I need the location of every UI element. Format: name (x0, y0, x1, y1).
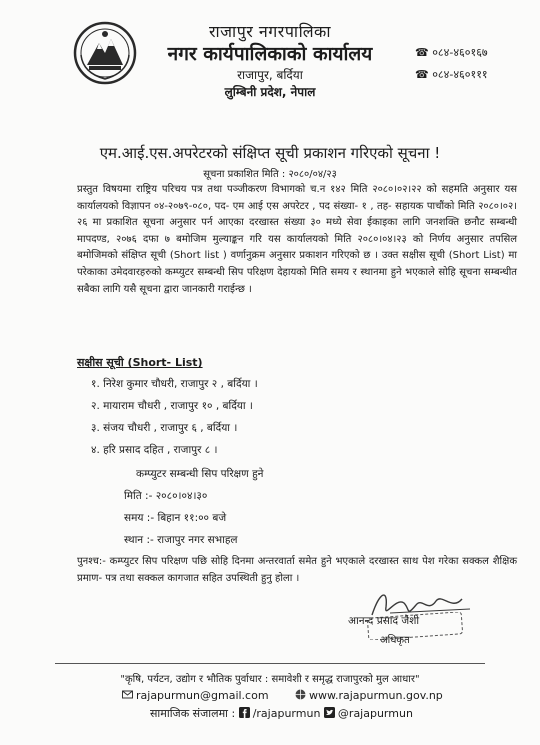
twitter-icon (324, 707, 335, 718)
shortlist (91, 373, 258, 461)
notice-date: सूचना प्रकाशित मिति : २०८०/०४/२३ (203, 169, 337, 180)
province-name: लुम्बिनी प्रदेश, नेपाल (224, 85, 316, 99)
notice-body: प्रस्तुत विषयमा राष्ट्रिय परिचय पत्र तथा पञ्जीकरण विभागको च.न १४२ मिति २०८०।०२।२२ को सहमति अनुसार यस कार्यालयको विज्ञापन ०४-२०७९-०८०, पद- एम आई एस अपरेटर , पद संख्या- १ , तह- सहायक पाचौंको मिति २०८०।०२।२६ मा प्रकाशित सूचना अनुसार पर्न आएका दरखास्त संख्या ३० मध्ये सेवा ईकाइका लागि जनशक्ति छनौट सम्बन्धी मापदण्ड, २०७६ दफा ७ बमोजिम मुल्याङ्कन गरि यस कार्यालयको मिति २०८०।०४।२३ को निर्णय अनुसार तपसिल बमोजिमको संक्षिप्त सूची (Short list ) वर्णानुक्रम अनुसार प्रकाशन गरिएको छ । उक्त सक्षीस सूची (Short List) मा परेकाका उमेदवारहरुको कम्प्युटर सम्बन्धी सिप परिक्षण देहायको मिति समय र स्थानमा हुने भएकाले सोहि सूचना सम्बन्धीत सबैका लागि यसै सूचना द्वारा जानकारी गराईन्छ । (77, 184, 517, 295)
shortlist-heading: सक्षीस सूची (Short- List) (77, 356, 203, 369)
signatory-name: आनन्द प्रसाद जैशी (348, 615, 420, 627)
footer-email (122, 689, 269, 702)
footer-website (295, 689, 443, 702)
signatory-title: अधिकृत (380, 635, 410, 646)
social-label: सामाजिक संजालमा : (150, 707, 236, 720)
facebook-icon (239, 707, 250, 718)
footer-motto: "कृषि, पर्यटन, उद्योग र भौतिक पुर्वाधार : समावेशी र समृद्ध राजापुरको मुल आधार" (120, 674, 420, 685)
municipality-name: राजापुर नगरपालिका (208, 22, 331, 41)
email-address[interactable]: rajapurmun@gmail.com (136, 689, 269, 702)
email-icon (122, 689, 133, 700)
facebook-handle[interactable]: /rajapurmun (252, 707, 321, 720)
footer-social (150, 706, 413, 721)
notice-title: एम.आई.एस.अपरेटरको संक्षिप्त सूची प्रकाशन गरिएको सूचना ! (99, 144, 441, 162)
test-title: कम्प्युटर सम्बन्धी सिप परिक्षण हुने (136, 468, 264, 480)
test-schedule (124, 463, 263, 551)
phone-number-1: ☎ ०८४-४६०१६७ (415, 46, 488, 59)
test-time: समय :- बिहान ११:०० बजे (124, 512, 227, 524)
office-address: राजापुर, बर्दिया (237, 68, 303, 82)
website-link[interactable]: www.rajapurmun.gov.np (309, 689, 443, 702)
list-item: ३. संजय चौधरी , राजापुर ६ , बर्दिया । (91, 422, 238, 434)
twitter-handle[interactable]: @rajapurmun (337, 707, 413, 720)
phone-number-2: ☎ ०८४-४६०१११ (415, 68, 488, 81)
list-item: १. निरेश कुमार चौधरी, राजापुर २ , बर्दिया । (91, 378, 258, 390)
footer-divider (55, 663, 485, 664)
list-item: ४. हरि प्रसाद दहित , राजापुर ८ । (91, 444, 218, 456)
list-item: २. मायाराम चौधरी , राजापुर १० , बर्दिया । (91, 400, 253, 412)
postscript-note: पुनश्च:- कम्प्युटर सिप परिक्षण पछि सोहि दिनमा अन्तरवार्ता समेत हुने भएकाले दरखास्त साथ पेश गरेका सक्कल शैक्षिक प्रमाण- पत्र तथा सक्कल कागजात सहित उपस्थिती हुनु होला । (77, 556, 517, 584)
globe-icon (295, 689, 306, 700)
office-name: नगर कार्यपालिकाको कार्यालय (167, 43, 373, 65)
test-date: मिति :- २०८०।०४।३० (124, 490, 208, 502)
test-place: स्थान :- राजापुर नगर सभाहल (124, 534, 238, 546)
